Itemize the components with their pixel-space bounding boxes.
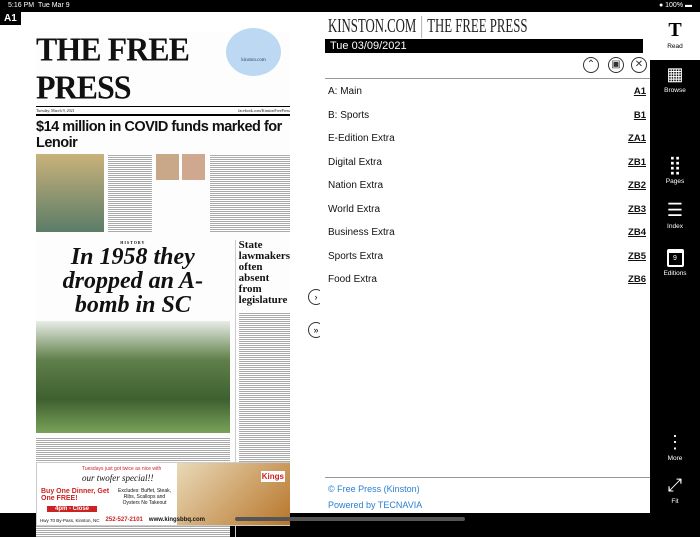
nav-index[interactable]: ☰ Index (650, 200, 700, 230)
edition-date: Tue 03/09/2021 (325, 39, 643, 53)
section-name: E-Edition Extra (328, 133, 395, 144)
ad-time: 4pm - Close (47, 506, 97, 512)
section-name: Business Extra (328, 227, 395, 238)
ad-logo: Kings (261, 472, 284, 481)
collapse-up-button[interactable]: ⌃ (583, 57, 599, 73)
dateline: Tuesday, March 9, 2021 facebook.com/KinstonFreePress (36, 106, 290, 116)
page-badge: A1 (0, 12, 21, 25)
fit-expand-icon: ⤢ (667, 475, 683, 495)
section-name: Nation Extra (328, 180, 384, 191)
section-item[interactable] (328, 204, 646, 220)
kicker: HISTORY (120, 240, 146, 245)
section-item[interactable] (328, 157, 646, 173)
section-page-link[interactable]: ZB1 (628, 156, 646, 168)
section-name: World Extra (328, 203, 381, 215)
browse-panel (320, 12, 650, 513)
newspaper-masthead: THE FREE PRESS (36, 30, 189, 106)
section-name: Digital Extra (328, 156, 382, 168)
section-name: Sports Extra (328, 250, 384, 262)
publication-logo: KINSTON.COM THE FREE PRESS (328, 15, 528, 37)
section-item[interactable] (328, 110, 646, 126)
section-item[interactable] (328, 274, 646, 290)
section-name: A: Main (328, 86, 362, 97)
newspaper-icon: ▦ (666, 64, 684, 84)
copyright-link[interactable]: © Free Press (Kinston) (328, 484, 420, 494)
ad-address: Hwy 70 By-Pass, Kinston, NC (40, 517, 100, 523)
ad-text: our twofer special!! (82, 473, 154, 483)
popout-button[interactable]: ▣ (608, 57, 624, 73)
ad-offer: Buy One Dinner, Get One FREE! (41, 488, 110, 502)
side-headline[interactable]: State lawmakers often absent from legislature (238, 239, 290, 306)
section-item[interactable] (328, 86, 646, 102)
lead-photo (36, 154, 104, 232)
section-name: B: Sports (328, 109, 370, 121)
headshot-photo (182, 154, 205, 180)
headshot-photo (156, 154, 179, 180)
section-page-link[interactable]: ZB6 (628, 274, 646, 285)
section-page-link[interactable]: ZB3 (628, 203, 646, 215)
status-time: 5:16 PM Tue Mar 9 (8, 2, 70, 9)
battery-indicator: ● 100% ▬ (658, 2, 692, 9)
divider (325, 78, 650, 79)
read-t-icon: T (668, 19, 682, 41)
airplane-photo (36, 321, 230, 433)
lead-headline[interactable]: $14 million in COVID funds marked for Lenoir (36, 119, 282, 151)
platforms-bubble: kinston.com (226, 28, 281, 76)
ad-excludes: Excludes: Buffet, Steak, Ribs, Scallops and Oysters No Takeout (118, 488, 171, 506)
section-page-link[interactable]: A1 (633, 86, 646, 97)
nav-pages[interactable]: ⣿ Pages (650, 155, 700, 185)
nav-browse[interactable]: ▦ Browse (650, 64, 700, 94)
section-page-link[interactable]: ZB2 (628, 180, 646, 191)
last-page-button[interactable]: » (308, 322, 324, 338)
calendar-icon: 9 (650, 244, 700, 267)
section-page-link[interactable]: ZA1 (628, 133, 646, 144)
section-item[interactable] (328, 227, 646, 243)
section-page-link[interactable]: B1 (633, 109, 646, 121)
section-item[interactable] (328, 133, 646, 149)
powered-by-link[interactable]: Powered by TECNAVIA (328, 500, 423, 510)
nav-read[interactable]: T Read (650, 12, 700, 60)
section-item[interactable] (328, 180, 646, 196)
home-indicator (235, 517, 465, 521)
ad-web: www.kingsbbq.com (148, 517, 206, 523)
close-panel-button[interactable]: ✕ (631, 57, 647, 73)
article-text (210, 154, 290, 232)
section-name: Food Extra (328, 274, 377, 285)
side-nav (650, 12, 700, 513)
section-item[interactable] (328, 251, 646, 267)
ad-text: Tuesdays just got twice as nice with (82, 466, 162, 472)
section-page-link[interactable]: ZB5 (628, 250, 646, 262)
article-text (108, 154, 152, 232)
feature-headline[interactable]: In 1958 they dropped an A-bomb in SC (62, 244, 204, 318)
nav-editions[interactable]: 9 Editions (650, 244, 700, 277)
status-bar (0, 0, 700, 12)
nav-fit[interactable]: ⤢ Fit (650, 475, 700, 505)
divider (325, 477, 650, 478)
nav-more[interactable]: ⋮ More (650, 432, 700, 462)
grid-icon: ⣿ (668, 155, 682, 175)
newspaper-page[interactable] (36, 32, 290, 522)
list-icon: ☰ (666, 200, 684, 220)
section-page-link[interactable]: ZB4 (628, 227, 646, 238)
ad-phone: 252-527-2101 (105, 517, 143, 523)
more-dots-icon: ⋮ (666, 432, 684, 452)
next-page-button[interactable]: › (308, 289, 324, 305)
